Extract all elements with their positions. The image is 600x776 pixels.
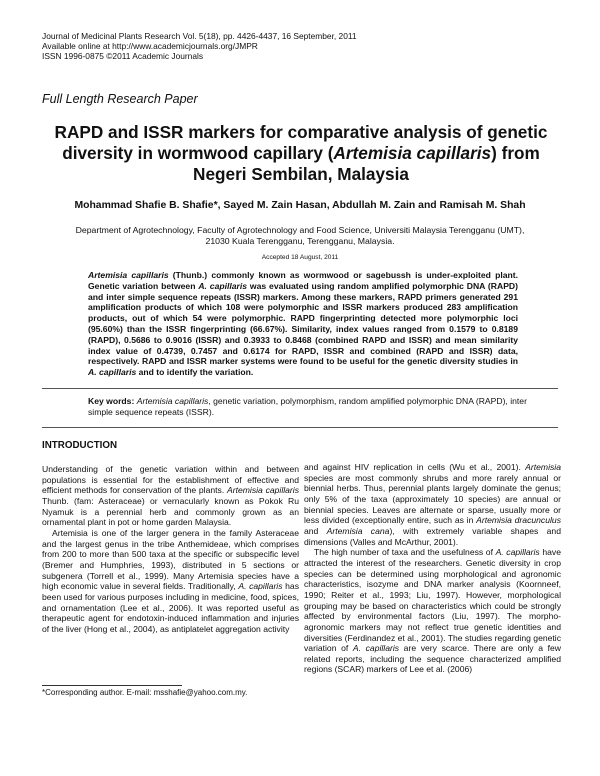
intro-p2-species: A. capillaris	[238, 581, 283, 592]
keywords-label: Key words:	[88, 396, 135, 406]
intro-p3-text-c: species are most commonly shrubs and more rarely annual or biennial herbs. Thus, perennial plants largely dominate the genus; only 5% of the taxa (approximately 10 species) are annual or biennial species. Leaves are alternate or sparse, usually more or less divided (exceptionally entire, such as in	[304, 472, 561, 526]
availability-line: Available online at http://www.academicjournals.org/JMPR	[42, 41, 258, 51]
abstract-species: Artemisia capillaris	[88, 270, 169, 280]
accepted-date: Accepted 18 August, 2011	[261, 254, 339, 261]
issn-line: ISSN 1996-0875 ©2011 Academic Journals	[42, 51, 204, 61]
intro-p4-text-a: The high number of taxa and the usefulness of	[314, 547, 496, 558]
abstract	[88, 270, 518, 378]
intro-p2-text-c: has been used for various purposes including in medicine, food, spices, and ornamentation (Lee et al., 2006). It was reported useful as therapeutic agent for endotoxin-induced inflammation and injuries of the liver (Hong et al., 2004), as antiplatelet aggregation activity	[42, 581, 299, 634]
abstract-top-rule	[42, 388, 558, 389]
intro-p3-species-1: Artemisia dracunculus	[476, 515, 561, 526]
left-column	[42, 464, 299, 635]
footnote-rule	[42, 685, 182, 686]
paper-type: Full Length Research Paper	[42, 92, 198, 106]
intro-p3-species-2: Artemisia cana	[326, 525, 390, 536]
intro-p3-text-g: ), with extremely variable shapes and dimensions (Valles and McArthur, 2001).	[304, 525, 561, 547]
introduction-heading: INTRODUCTION	[42, 440, 118, 451]
intro-paragraph-2	[42, 528, 299, 635]
abstract-species-abbrev: A. capillaris	[198, 280, 248, 291]
right-column	[304, 462, 561, 675]
intro-p4-text-c: have attracted the interest of the researchers. Genetic diversity in crop species can be determined using morphological and agronomic characteristics, isozyme and DNA marker analysis (Koornneef, 1990; Reiter et al., 1993; Liu, 1997). However, morphological grouping may be based on characteristics which could be strongly affected by environmental factors (Liu, 1997). The morpho-agronomic markers may not reflect true genetic identities and diversities (Ferdinandez et al., 2001). The studies regarding genetic variation of	[304, 547, 561, 654]
keyword-list: , genetic variation, polymorphism, random amplified polymorphic DNA (RAPD), inter simple sequence repeats (ISSR).	[88, 396, 527, 417]
title-species: Artemisia capillaris	[333, 143, 492, 163]
intro-p4-species-2: A. capillaris	[352, 643, 400, 654]
intro-p1-text-c: Thunb. (fam: Asteraceae) or vernacularly known as Pokok Ru Nyamuk is a perennial herb and commonly grown as an ornamental plant in pot or home garden Malaysia.	[42, 495, 299, 528]
intro-p3-text-a: and against HIV replication in cells (Wu et al., 2001).	[304, 462, 526, 472]
abstract-text-2: was evaluated using random amplified polymorphic DNA (RAPD) and inter simple sequence repeats (ISSR) markers. Among these markers, RAPD primers generated 291 amplification products of which 108 were polymorphic and ISSR markers produced 283 amplification products, out of which 54 were polymorphic. RAPD fingerprinting detected more polymorphic loci (95.60%) than the ISSR fingerprinting (66.67%). Similarity, index values ranged from 0.1579 to 0.8189 (RAPD), 0.5686 to 0.9016 (ISSR) and 0.3933 to 0.8468 (combined RAPD and ISSR) and mean similarity index value of 0.4739, 0.7457 and 0.6174 for RAPD, ISSR and combined (RAPD and ISSR) data, respectively. RAPD and ISSR marker systems were found to be useful for the genetic diversity studies in	[88, 280, 518, 367]
keyword-species: Artemisia capillaris	[136, 396, 209, 406]
intro-p1-text-a: Understanding of the genetic variation within and between populations is essential for the establishment of effective and efficient methods for conservation of the plants.	[42, 464, 299, 496]
intro-p4-text-e: are very scarce. There are only a few related reports, including the sequence characterized amplified regions (SCAR) markers of Lee et al. (2006)	[304, 643, 561, 675]
intro-p1-species: Artemisia capillaris	[226, 485, 299, 496]
intro-p2-text-a: Artemisia is one of the larger genera in the family Asteraceae and the largest genus in the tribe Anthemideae, which comprises from 200 to more than 500 taxa at the specific or subspecific level (Bremer and Humphries, 1993), distributed in 5 sections or subgenera (Torrell et al., 1999). Many Artemisia species have a high economic value in several fields. Traditionally,	[42, 527, 299, 592]
intro-p3-text-e: and	[304, 525, 327, 536]
journal-citation: Journal of Medicinal Plants Research Vol. 5(18), pp. 4426-4437, 16 September, 2011	[42, 31, 357, 41]
keywords	[88, 396, 528, 418]
journal-header	[42, 31, 357, 61]
title-part-1: RAPD and ISSR markers for comparative analysis of genetic diversity in wormwood capillary (	[54, 122, 548, 163]
keywords-bottom-rule	[42, 427, 558, 428]
intro-paragraph-3	[304, 462, 561, 547]
affiliation-line-1: Department of Agrotechnology, Faculty of Agrotechnology and Food Science, Universiti Malaysia Terengganu (UMT),	[75, 225, 525, 235]
title-part-2: ) from Negeri Sembilan, Malaysia	[193, 143, 540, 184]
abstract-species-abbrev-2: A. capillaris	[88, 367, 137, 378]
intro-p4-species-1: A. capillaris	[495, 547, 540, 558]
affiliation-line-2: 21030 Kuala Terengganu, Terengganu, Malaysia.	[205, 236, 395, 246]
paper-title	[44, 122, 558, 185]
author-list: Mohammad Shafie B. Shafie*, Sayed M. Zain Hasan, Abdullah M. Zain and Ramisah M. Shah	[74, 200, 526, 211]
abstract-text-3: and to identify the variation.	[136, 367, 254, 378]
affiliation	[62, 225, 538, 247]
intro-paragraph-1	[42, 464, 299, 528]
abstract-text-1: (Thunb.) commonly known as wormwood or sagebussh is under-exploited plant. Genetic variation between	[88, 270, 518, 291]
intro-p3-genus: Artemisia	[525, 462, 561, 472]
corresponding-author-footnote: *Corresponding author. E-mail: msshafie@yahoo.com.my.	[42, 688, 248, 697]
intro-paragraph-4	[304, 547, 561, 675]
